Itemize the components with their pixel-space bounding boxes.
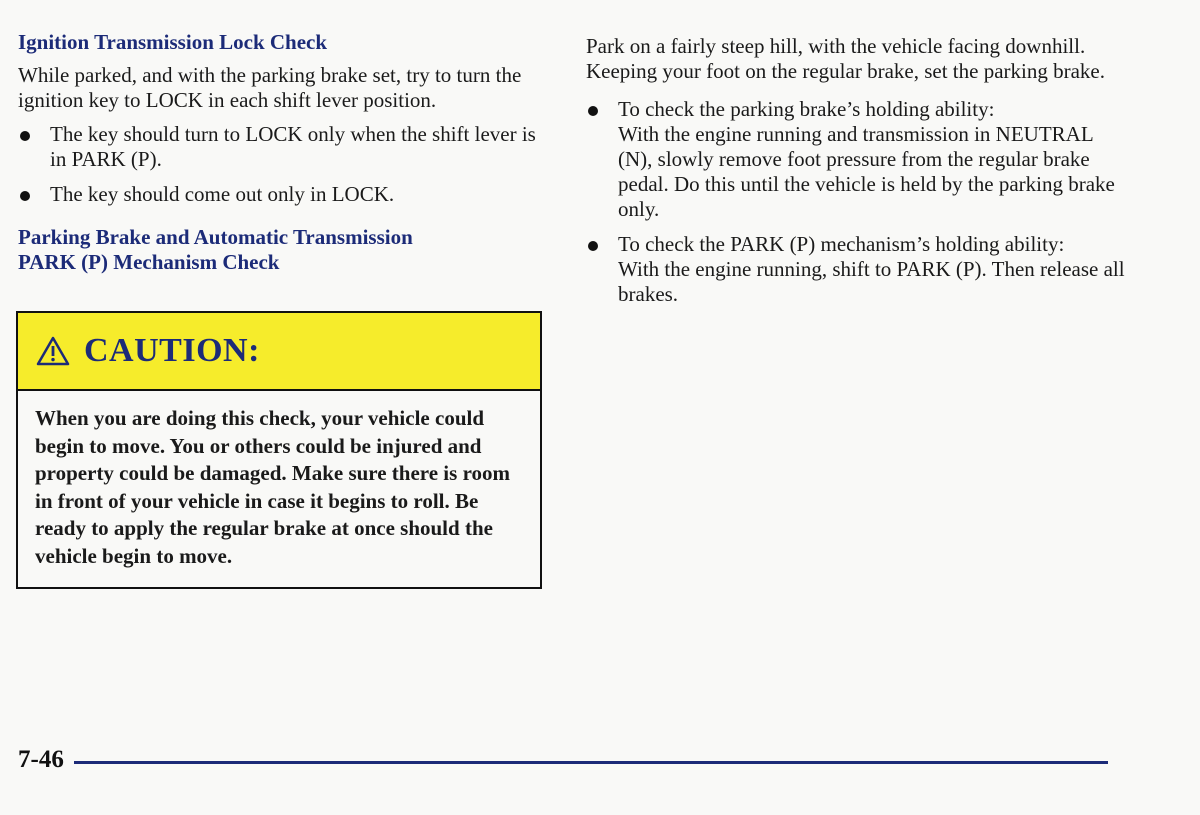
list-item xyxy=(18,182,548,207)
caution-header xyxy=(18,313,540,391)
caution-box xyxy=(16,311,542,589)
caution-text: When you are doing this check, your vehicle could begin to move. You or others could be injured and property could be damaged. Make sure there is room in front of your vehicle in case it begins to roll. Be ready to apply the regular brake at once should the vehicle begin to move. xyxy=(35,406,511,568)
section-heading-park-mechanism xyxy=(18,225,548,275)
list-item-text: The key should come out only in LOCK. xyxy=(50,182,395,206)
bullet-icon xyxy=(588,241,598,251)
heading-line-2: PARK (P) Mechanism Check xyxy=(18,250,280,274)
bullet-icon xyxy=(20,131,30,141)
list-item xyxy=(586,232,1126,307)
list-item xyxy=(586,97,1126,222)
hill-test-intro: Park on a fairly steep hill, with the vehicle facing downhill. Keeping your foot on the regular brake, set the parking brake. xyxy=(586,34,1105,83)
caution-title: CAUTION: xyxy=(84,332,260,369)
right-column xyxy=(586,34,1126,307)
left-column xyxy=(18,30,548,275)
list-item xyxy=(18,122,548,172)
page-footer xyxy=(18,745,1108,775)
ignition-lock-bullet-list xyxy=(18,122,548,207)
list-item-detail: With the engine running and transmission in NEUTRAL (N), slowly remove foot pressure from the regular brake pedal. Do this until the vehicle is held by the parking brake only. xyxy=(618,122,1115,221)
list-item-lead: To check the PARK (P) mechanism’s holding ability: xyxy=(618,232,1065,256)
list-item-text: The key should turn to LOCK only when the shift lever is in PARK (P). xyxy=(50,122,536,171)
footer-rule xyxy=(74,761,1108,764)
bullet-icon xyxy=(20,191,30,201)
ignition-lock-intro: While parked, and with the parking brake set, try to turn the ignition key to LOCK in each shift lever position. xyxy=(18,63,522,112)
list-item-lead: To check the parking brake’s holding ability: xyxy=(618,97,995,121)
list-item-detail: With the engine running, shift to PARK (P). Then release all brakes. xyxy=(618,257,1125,306)
bullet-icon xyxy=(588,106,598,116)
section-heading-ignition-lock: Ignition Transmission Lock Check xyxy=(18,30,328,54)
heading-line-1: Parking Brake and Automatic Transmission xyxy=(18,225,413,249)
warning-triangle-icon xyxy=(36,336,70,366)
hill-test-bullet-list xyxy=(586,97,1126,307)
page-number: 7-46 xyxy=(18,746,64,773)
